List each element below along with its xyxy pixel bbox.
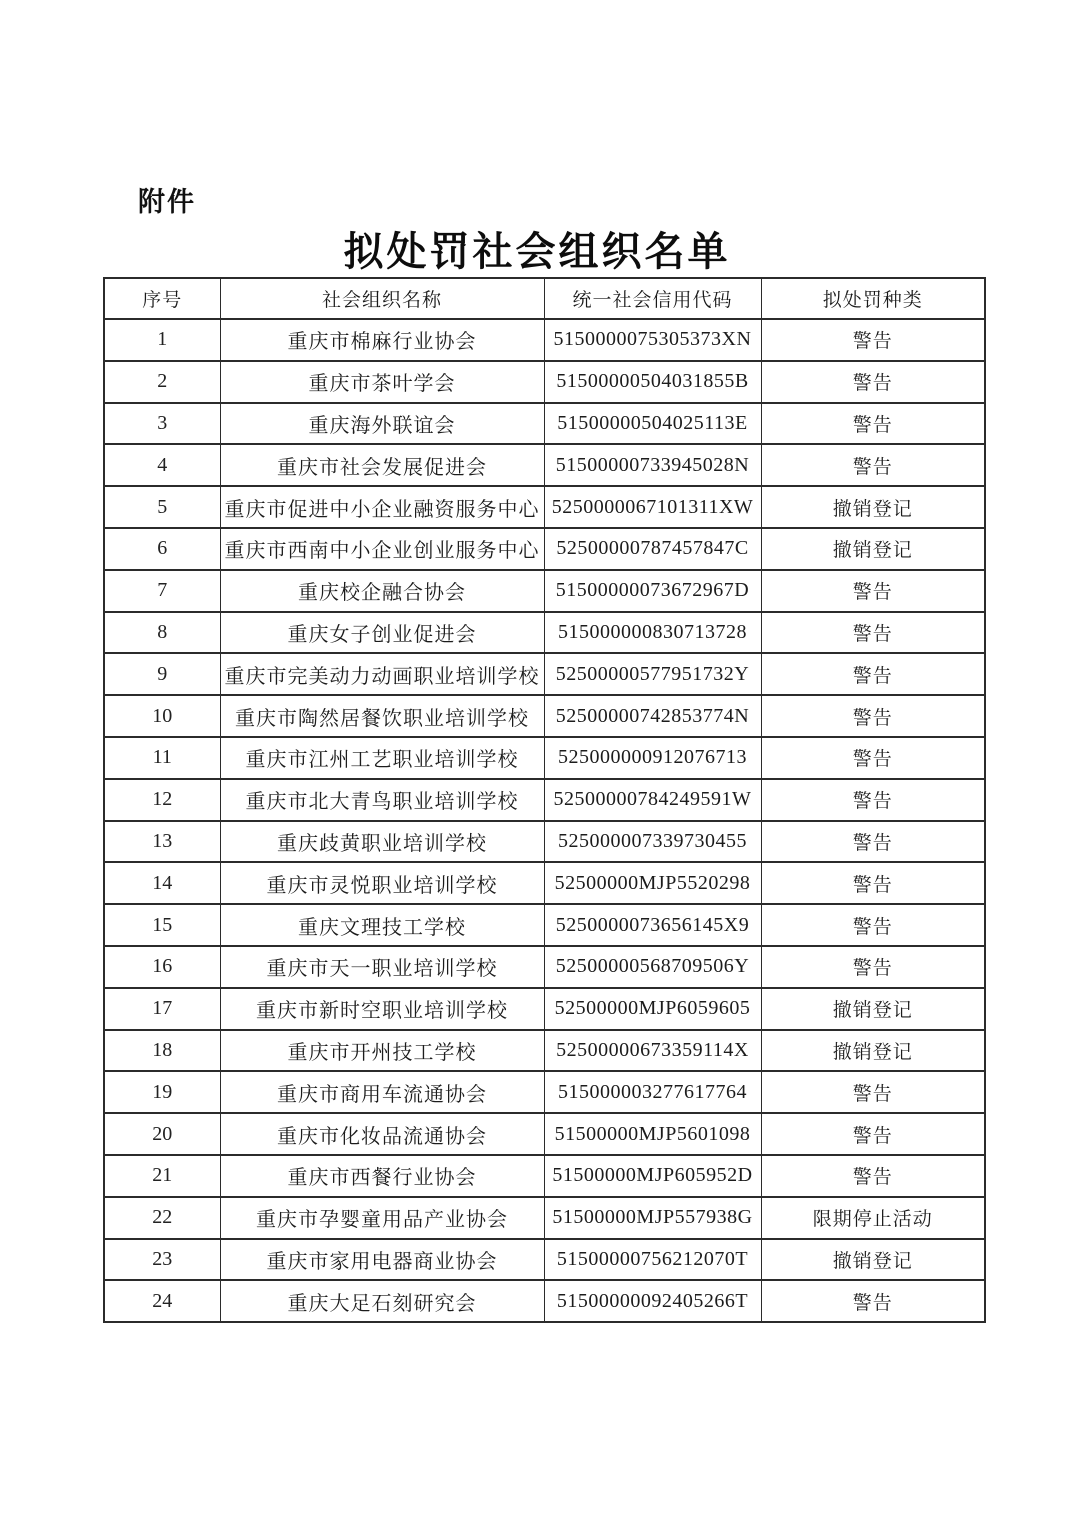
table-row xyxy=(104,1239,985,1281)
table-row xyxy=(104,988,985,1030)
row-number-cell: 20 xyxy=(104,1113,220,1155)
credit-code-cell: 51500000092405266T xyxy=(544,1280,761,1322)
penalty-type-cell: 警告 xyxy=(761,319,985,361)
table-body xyxy=(104,319,985,1322)
credit-code-cell: 51500000504031855B xyxy=(544,361,761,403)
credit-code-cell: 5250000073656145X9 xyxy=(544,904,761,946)
row-number-cell: 5 xyxy=(104,486,220,528)
row-number-cell: 21 xyxy=(104,1155,220,1197)
credit-code-cell: 52500000MJP5520298 xyxy=(544,862,761,904)
column-header-credit-code: 统一社会信用代码 xyxy=(544,278,761,319)
table-row xyxy=(104,486,985,528)
table-row xyxy=(104,653,985,695)
org-name-cell: 重庆市孕婴童用品产业协会 xyxy=(220,1197,544,1239)
penalty-type-cell: 警告 xyxy=(761,1155,985,1197)
table-row xyxy=(104,737,985,779)
penalty-type-cell: 警告 xyxy=(761,946,985,988)
row-number-cell: 4 xyxy=(104,444,220,486)
org-name-cell: 重庆女子创业促进会 xyxy=(220,612,544,654)
attachment-label: 附件 xyxy=(138,187,196,217)
org-name-cell: 重庆市西南中小企业创业服务中心 xyxy=(220,528,544,570)
credit-code-cell: 51500000MJP557938G xyxy=(544,1197,761,1239)
table-header-row xyxy=(104,278,985,319)
row-number-cell: 3 xyxy=(104,403,220,445)
credit-code-cell: 52500000784249591W xyxy=(544,779,761,821)
penalty-type-cell: 撤销登记 xyxy=(761,988,985,1030)
table-row xyxy=(104,946,985,988)
row-number-cell: 17 xyxy=(104,988,220,1030)
penalty-type-cell: 警告 xyxy=(761,821,985,863)
penalty-type-cell: 警告 xyxy=(761,904,985,946)
punishment-table-container xyxy=(103,277,984,1323)
column-header-org-name: 社会组织名称 xyxy=(220,278,544,319)
row-number-cell: 22 xyxy=(104,1197,220,1239)
table-row xyxy=(104,1113,985,1155)
row-number-cell: 13 xyxy=(104,821,220,863)
penalty-type-cell: 警告 xyxy=(761,737,985,779)
table-row xyxy=(104,862,985,904)
table-row xyxy=(104,821,985,863)
row-number-cell: 14 xyxy=(104,862,220,904)
org-name-cell: 重庆歧黄职业培训学校 xyxy=(220,821,544,863)
table-row xyxy=(104,1030,985,1072)
row-number-cell: 12 xyxy=(104,779,220,821)
table-row xyxy=(104,904,985,946)
credit-code-cell: 525000000912076713 xyxy=(544,737,761,779)
penalty-type-cell: 警告 xyxy=(761,779,985,821)
row-number-cell: 1 xyxy=(104,319,220,361)
credit-code-cell: 52500000742853774N xyxy=(544,695,761,737)
row-number-cell: 10 xyxy=(104,695,220,737)
row-number-cell: 6 xyxy=(104,528,220,570)
table-row xyxy=(104,444,985,486)
penalty-type-cell: 警告 xyxy=(761,612,985,654)
org-name-cell: 重庆市促进中小企业融资服务中心 xyxy=(220,486,544,528)
page-title: 拟处罚社会组织名单 xyxy=(343,229,731,274)
penalty-type-cell: 撤销登记 xyxy=(761,1030,985,1072)
penalty-type-cell: 警告 xyxy=(761,695,985,737)
row-number-cell: 9 xyxy=(104,653,220,695)
org-name-cell: 重庆市棉麻行业协会 xyxy=(220,319,544,361)
org-name-cell: 重庆校企融合协会 xyxy=(220,570,544,612)
penalty-type-cell: 警告 xyxy=(761,361,985,403)
credit-code-cell: 52500000787457847C xyxy=(544,528,761,570)
credit-code-cell: 515000000830713728 xyxy=(544,612,761,654)
credit-code-cell: 51500000073672967D xyxy=(544,570,761,612)
row-number-cell: 7 xyxy=(104,570,220,612)
table-row xyxy=(104,570,985,612)
table-row xyxy=(104,779,985,821)
penalty-type-cell: 警告 xyxy=(761,1113,985,1155)
penalty-type-cell: 撤销登记 xyxy=(761,528,985,570)
table-row xyxy=(104,403,985,445)
credit-code-cell: 525000007339730455 xyxy=(544,821,761,863)
org-name-cell: 重庆市灵悦职业培训学校 xyxy=(220,862,544,904)
table-row xyxy=(104,528,985,570)
credit-code-cell: 52500000577951732Y xyxy=(544,653,761,695)
credit-code-cell: 5150000075305373XN xyxy=(544,319,761,361)
org-name-cell: 重庆文理技工学校 xyxy=(220,904,544,946)
penalty-type-cell: 警告 xyxy=(761,1071,985,1113)
org-name-cell: 重庆市商用车流通协会 xyxy=(220,1071,544,1113)
org-name-cell: 重庆市陶然居餐饮职业培训学校 xyxy=(220,695,544,737)
table-row xyxy=(104,1197,985,1239)
penalty-type-cell: 警告 xyxy=(761,570,985,612)
credit-code-cell: 51500000733945028N xyxy=(544,444,761,486)
org-name-cell: 重庆市江州工艺职业培训学校 xyxy=(220,737,544,779)
row-number-cell: 18 xyxy=(104,1030,220,1072)
org-name-cell: 重庆大足石刻研究会 xyxy=(220,1280,544,1322)
table-row xyxy=(104,1280,985,1322)
column-header-penalty-type: 拟处罚种类 xyxy=(761,278,985,319)
org-name-cell: 重庆市西餐行业协会 xyxy=(220,1155,544,1197)
org-name-cell: 重庆市完美动力动画职业培训学校 xyxy=(220,653,544,695)
credit-code-cell: 52500000568709506Y xyxy=(544,946,761,988)
org-name-cell: 重庆市茶叶学会 xyxy=(220,361,544,403)
table-row xyxy=(104,319,985,361)
penalty-type-cell: 限期停止活动 xyxy=(761,1197,985,1239)
credit-code-cell: 5250000067101311XW xyxy=(544,486,761,528)
penalty-type-cell: 警告 xyxy=(761,653,985,695)
credit-code-cell: 515000003277617764 xyxy=(544,1071,761,1113)
row-number-cell: 8 xyxy=(104,612,220,654)
org-name-cell: 重庆市开州技工学校 xyxy=(220,1030,544,1072)
table-row xyxy=(104,612,985,654)
org-name-cell: 重庆市家用电器商业协会 xyxy=(220,1239,544,1281)
row-number-cell: 24 xyxy=(104,1280,220,1322)
table-row xyxy=(104,1071,985,1113)
org-name-cell: 重庆市北大青鸟职业培训学校 xyxy=(220,779,544,821)
row-number-cell: 2 xyxy=(104,361,220,403)
credit-code-cell: 51500000MJP5601098 xyxy=(544,1113,761,1155)
table-row xyxy=(104,361,985,403)
org-name-cell: 重庆市化妆品流通协会 xyxy=(220,1113,544,1155)
penalty-type-cell: 警告 xyxy=(761,403,985,445)
credit-code-cell: 52500000MJP6059605 xyxy=(544,988,761,1030)
punishment-table xyxy=(103,277,986,1323)
org-name-cell: 重庆市社会发展促进会 xyxy=(220,444,544,486)
row-number-cell: 15 xyxy=(104,904,220,946)
table-header xyxy=(104,278,985,319)
credit-code-cell: 52500000673359114X xyxy=(544,1030,761,1072)
penalty-type-cell: 撤销登记 xyxy=(761,1239,985,1281)
credit-code-cell: 51500000756212070T xyxy=(544,1239,761,1281)
table-row xyxy=(104,695,985,737)
credit-code-cell: 51500000MJP605952D xyxy=(544,1155,761,1197)
credit-code-cell: 51500000504025113E xyxy=(544,403,761,445)
row-number-cell: 16 xyxy=(104,946,220,988)
row-number-cell: 19 xyxy=(104,1071,220,1113)
org-name-cell: 重庆市新时空职业培训学校 xyxy=(220,988,544,1030)
org-name-cell: 重庆海外联谊会 xyxy=(220,403,544,445)
penalty-type-cell: 警告 xyxy=(761,444,985,486)
penalty-type-cell: 撤销登记 xyxy=(761,486,985,528)
row-number-cell: 23 xyxy=(104,1239,220,1281)
penalty-type-cell: 警告 xyxy=(761,862,985,904)
column-header-number: 序号 xyxy=(104,278,220,319)
row-number-cell: 11 xyxy=(104,737,220,779)
org-name-cell: 重庆市天一职业培训学校 xyxy=(220,946,544,988)
table-row xyxy=(104,1155,985,1197)
penalty-type-cell: 警告 xyxy=(761,1280,985,1322)
